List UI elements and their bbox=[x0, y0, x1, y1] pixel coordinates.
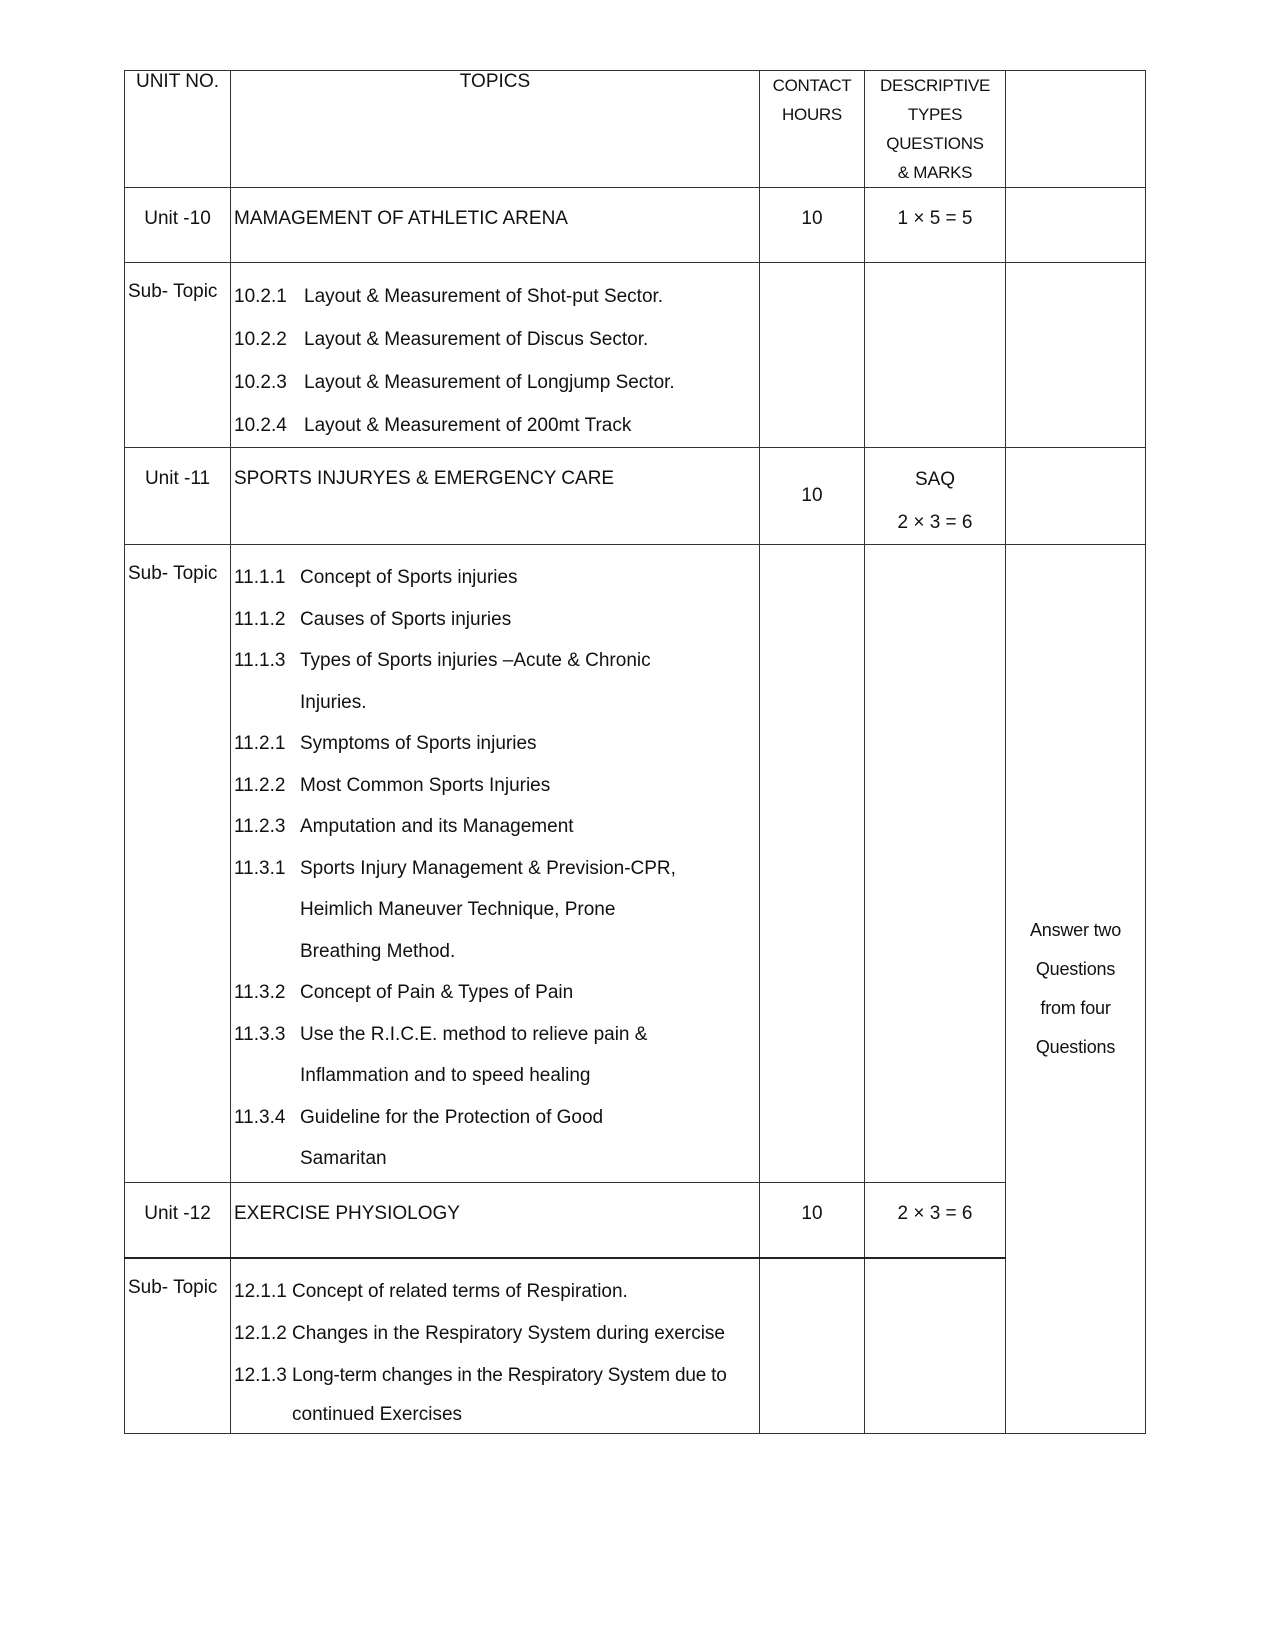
unit10-sub-topic-label: Sub- Topic bbox=[125, 263, 231, 448]
topic-number: 11.2.3 bbox=[234, 816, 286, 837]
unit10-blank bbox=[1006, 188, 1146, 263]
topic-item bbox=[234, 318, 759, 361]
topic-number: 12.1.1 bbox=[234, 1281, 287, 1302]
topic-item bbox=[234, 1313, 759, 1355]
syllabus-table bbox=[124, 70, 1146, 1434]
header-desc-line2: TYPES QUESTIONS bbox=[886, 105, 984, 153]
topic-text: Layout & Measurement of Discus Sector. bbox=[304, 329, 649, 350]
header-contact-line1: CONTACT bbox=[772, 76, 852, 95]
header-unit-no: UNIT NO. bbox=[125, 71, 231, 188]
unit10-topic-list bbox=[231, 263, 760, 448]
topic-number: 10.2.4 bbox=[234, 415, 287, 436]
unit12-marks: 2 × 3 = 6 bbox=[865, 1183, 1006, 1259]
unit11-sub-marks bbox=[865, 545, 1006, 1183]
topic-item bbox=[234, 848, 759, 890]
topic-number: 12.1.2 bbox=[234, 1323, 287, 1344]
unit11-marks-value: 2 × 3 = 6 bbox=[897, 512, 973, 533]
header-descriptive bbox=[865, 71, 1006, 188]
topic-text: Changes in the Respiratory System during exercise bbox=[292, 1323, 725, 1344]
topic-number: 12.1.3 bbox=[234, 1365, 287, 1386]
unit10-row bbox=[125, 188, 1146, 263]
topic-text: Sports Injury Management & Prevision-CPR, bbox=[300, 857, 676, 879]
topic-number: 11.3.2 bbox=[234, 982, 286, 1003]
unit11-topic-list bbox=[231, 545, 760, 1183]
topic-text: Symptoms of Sports injuries bbox=[300, 733, 537, 754]
unit11-subtopics-row bbox=[125, 545, 1146, 1183]
header-contact-line2: HOURS bbox=[782, 105, 842, 124]
answer-note-line3: from four bbox=[1040, 998, 1111, 1018]
topic-item bbox=[234, 765, 759, 807]
unit11-label: Unit -11 bbox=[125, 448, 231, 545]
topic-item bbox=[234, 806, 759, 848]
unit12-row bbox=[125, 1183, 1146, 1259]
unit11-hours: 10 bbox=[760, 448, 865, 545]
topic-number: 11.2.1 bbox=[234, 733, 286, 754]
header-blank bbox=[1006, 71, 1146, 188]
topic-text: Layout & Measurement of 200mt Track bbox=[304, 415, 632, 436]
unit12-hours: 10 bbox=[760, 1183, 865, 1259]
topic-item bbox=[234, 640, 759, 682]
header-row bbox=[125, 71, 1146, 188]
unit12-topic-list bbox=[231, 1258, 760, 1434]
answer-note-cell bbox=[1006, 545, 1146, 1434]
topic-continuation: Inflammation and to speed healing bbox=[300, 1065, 591, 1086]
topic-item bbox=[234, 972, 759, 1014]
topic-text: Use the R.I.C.E. method to relieve pain & bbox=[300, 1023, 648, 1045]
topic-text: Concept of related terms of Respiration. bbox=[292, 1281, 628, 1302]
topic-number: 11.1.2 bbox=[234, 608, 286, 630]
topic-text: Causes of Sports injuries bbox=[300, 608, 512, 630]
topic-text: Layout & Measurement of Longjump Sector. bbox=[304, 372, 675, 393]
unit10-title: MAMAGEMENT OF ATHLETIC ARENA bbox=[231, 188, 760, 263]
unit10-subtopics-row bbox=[125, 263, 1146, 448]
topic-number: 11.3.4 bbox=[234, 1106, 286, 1128]
topic-text: Concept of Sports injuries bbox=[300, 567, 518, 588]
unit12-sub-topic-label: Sub- Topic bbox=[125, 1258, 231, 1434]
topic-text: Concept of Pain & Types of Pain bbox=[300, 982, 574, 1003]
topic-item bbox=[234, 557, 759, 599]
topic-text: Amputation and its Management bbox=[300, 816, 574, 837]
topic-text: Most Common Sports Injuries bbox=[300, 774, 551, 796]
topic-text: Long-term changes in the Respiratory System due to bbox=[292, 1365, 727, 1386]
topic-item bbox=[234, 1097, 759, 1139]
header-desc-line1: DESCRIPTIVE bbox=[879, 76, 991, 95]
topic-continuation: Breathing Method. bbox=[300, 940, 456, 962]
topic-item bbox=[234, 599, 759, 641]
topic-number: 11.1.1 bbox=[234, 567, 286, 588]
topic-item bbox=[234, 1355, 759, 1397]
topic-continuation: Injuries. bbox=[300, 691, 367, 713]
unit11-marks bbox=[865, 448, 1006, 545]
topic-continuation: Heimlich Maneuver Technique, Prone bbox=[300, 899, 616, 920]
topic-text: Guideline for the Protection of Good bbox=[300, 1106, 604, 1128]
answer-note-line1: Answer two bbox=[1029, 920, 1122, 940]
topic-number: 10.2.1 bbox=[234, 286, 287, 307]
topic-text: Layout & Measurement of Shot-put Sector. bbox=[304, 286, 664, 307]
unit11-row bbox=[125, 448, 1146, 545]
unit11-blank bbox=[1006, 448, 1146, 545]
topic-number: 11.3.1 bbox=[234, 857, 286, 879]
topic-item bbox=[234, 1271, 759, 1313]
unit10-label: Unit -10 bbox=[125, 188, 231, 263]
header-topics: TOPICS bbox=[231, 71, 760, 188]
unit12-sub-marks bbox=[865, 1258, 1006, 1434]
topic-number: 10.2.2 bbox=[234, 329, 287, 350]
unit10-marks: 1 × 5 = 5 bbox=[865, 188, 1006, 263]
topic-number: 11.3.3 bbox=[234, 1023, 286, 1045]
unit10-hours: 10 bbox=[760, 188, 865, 263]
unit12-subtopics-row bbox=[125, 1258, 1146, 1434]
topic-continuation: Samaritan bbox=[300, 1148, 387, 1169]
topic-number: 11.1.3 bbox=[234, 650, 286, 671]
unit10-sub-blank bbox=[1006, 263, 1146, 448]
topic-item bbox=[234, 404, 759, 447]
unit11-sub-topic-label: Sub- Topic bbox=[125, 545, 231, 1183]
answer-note-line2: Questions bbox=[1035, 959, 1116, 979]
topic-item bbox=[234, 361, 759, 404]
unit11-marks-saq: SAQ bbox=[914, 469, 956, 490]
unit11-sub-hours bbox=[760, 545, 865, 1183]
unit10-sub-marks bbox=[865, 263, 1006, 448]
answer-note-line4: Questions bbox=[1035, 1037, 1116, 1057]
unit10-sub-hours bbox=[760, 263, 865, 448]
topic-continuation: continued Exercises bbox=[292, 1404, 463, 1425]
unit12-title: EXERCISE PHYSIOLOGY bbox=[231, 1183, 760, 1259]
unit11-title: SPORTS INJURYES & EMERGENCY CARE bbox=[231, 448, 760, 545]
unit12-sub-hours bbox=[760, 1258, 865, 1434]
unit12-label: Unit -12 bbox=[125, 1183, 231, 1259]
header-contact-hours bbox=[760, 71, 865, 188]
topic-item bbox=[234, 1014, 759, 1056]
topic-text: Types of Sports injuries –Acute & Chronic bbox=[300, 650, 651, 671]
topic-number: 10.2.3 bbox=[234, 372, 287, 393]
topic-item bbox=[234, 275, 759, 318]
topic-item bbox=[234, 723, 759, 765]
header-desc-line3: & MARKS bbox=[897, 163, 973, 182]
topic-number: 11.2.2 bbox=[234, 774, 286, 796]
